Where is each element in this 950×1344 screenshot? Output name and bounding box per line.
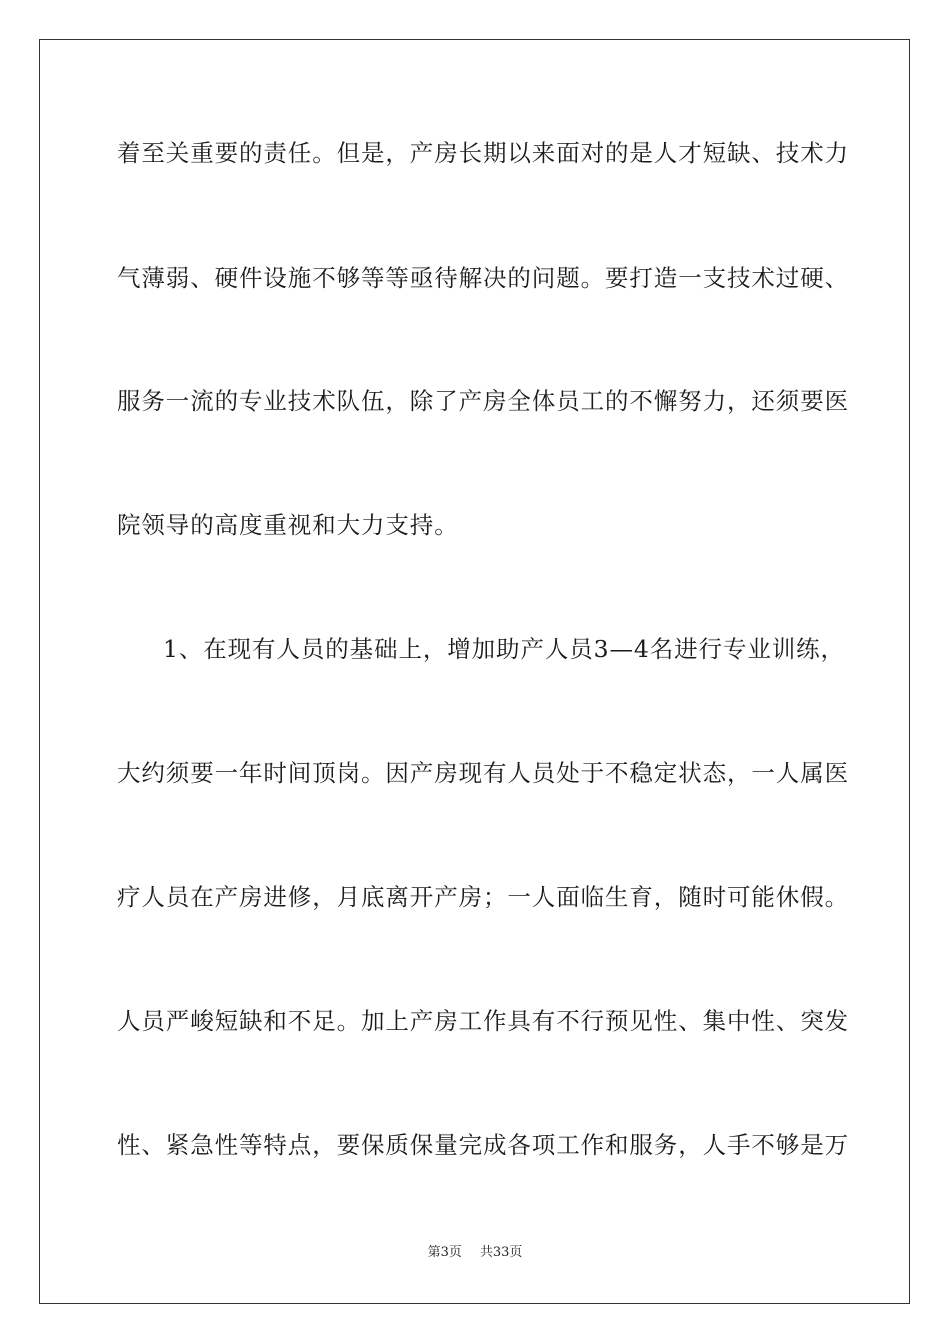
page-border xyxy=(39,39,910,1304)
page-total: 共33页 xyxy=(479,1245,523,1260)
body-text-line: 服务一流的专业技术队伍，除了产房全体员工的不懈努力，还须要医 xyxy=(117,387,849,415)
body-text-line: 气薄弱、硬件设施不够等等亟待解决的问题。要打造一支技术过硬、 xyxy=(117,264,849,292)
body-text-line: 大约须要一年时间顶岗。因产房现有人员处于不稳定状态，一人属医 xyxy=(117,759,849,787)
body-text-line: 人员严峻短缺和不足。加上产房工作具有不行预见性、集中性、突发 xyxy=(117,1007,849,1035)
page-footer xyxy=(0,1244,950,1262)
body-text-line: 院领导的高度重视和大力支持。 xyxy=(117,511,459,539)
body-text-line: 性、紧急性等特点，要保质保量完成各项工作和服务，人手不够是万 xyxy=(117,1131,849,1159)
body-text-line: 着至关重要的责任。但是，产房长期以来面对的是人才短缺、技术力 xyxy=(117,139,849,167)
body-text-line: 1、在现有人员的基础上，增加助产人员3—4名进行专业训练， xyxy=(163,635,845,663)
body-text-line: 疗人员在产房进修，月底离开产房；一人面临生育，随时可能休假。 xyxy=(117,883,849,911)
page-number: 第3页 xyxy=(427,1245,462,1260)
